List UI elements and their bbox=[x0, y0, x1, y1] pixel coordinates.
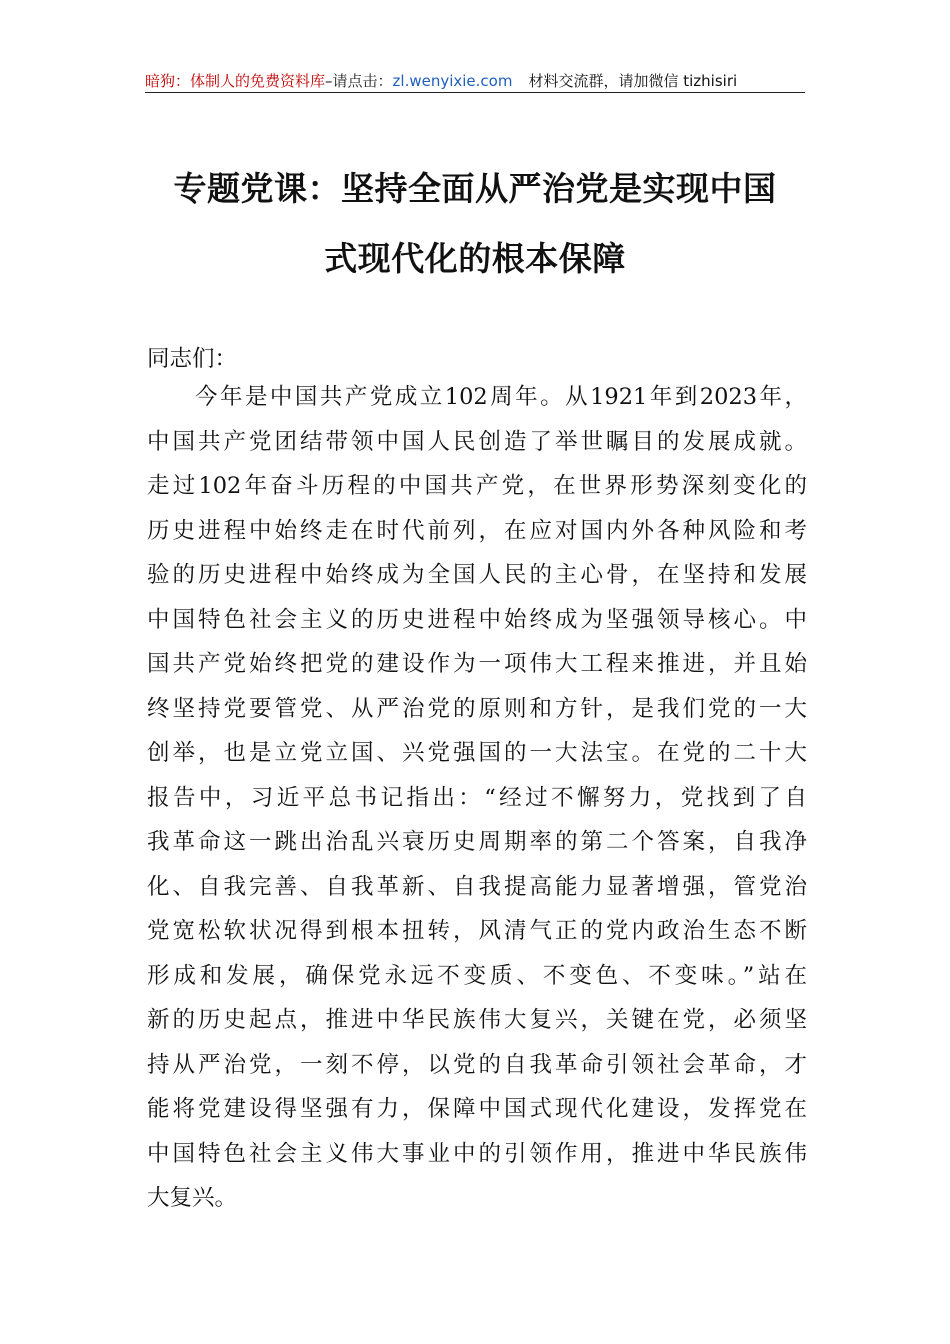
paragraph-line: 验的历史进程中始终成为全国人民的主心骨，在坚持和发展 bbox=[147, 562, 807, 588]
header-source-label: 暗狗：体制人的免费资料库 bbox=[145, 72, 326, 90]
paragraph-line: 今年是中国共产党成立102周年。从1921年到2023年， bbox=[195, 384, 807, 410]
header-click-prompt: –请点击： bbox=[325, 72, 393, 90]
document-title-line-2: 式现代化的根本保障 bbox=[324, 239, 626, 278]
header-contact-text: 材料交流群，请加微信 tizhisiri bbox=[528, 72, 738, 90]
paragraph-line: 国共产党始终把党的建设作为一项伟大工程来推进，并且始 bbox=[147, 651, 807, 677]
paragraph-line: 能将党建设得坚强有力，保障中国式现代化建设，发挥党在 bbox=[147, 1096, 807, 1122]
paragraph-line: 走过102年奋斗历程的中国共产党，在世界形势深刻变化的 bbox=[147, 473, 807, 499]
header-link[interactable]: zl.wenyixie.com bbox=[392, 72, 513, 90]
paragraph-line: 持从严治党，一刻不停，以党的自我革命引领社会革命，才 bbox=[147, 1052, 807, 1078]
paragraph-line: 我革命这一跳出治乱兴衰历史周期率的第二个答案，自我净 bbox=[147, 829, 807, 855]
paragraph-line: 报告中，习近平总书记指出：“经过不懈努力，党找到了自 bbox=[147, 785, 807, 811]
paragraph-line: 化、自我完善、自我革新、自我提高能力显著增强，管党治 bbox=[147, 874, 807, 900]
page-header bbox=[145, 70, 805, 93]
paragraph-line: 党宽松软状况得到根本扭转，风清气正的党内政治生态不断 bbox=[147, 918, 807, 944]
document-title-line-1: 专题党课：坚持全面从严治党是实现中国 bbox=[173, 169, 777, 208]
paragraph-line: 终坚持党要管党、从严治党的原则和方针，是我们党的一大 bbox=[147, 696, 807, 722]
paragraph-line: 创举，也是立党立国、兴党强国的一大法宝。在党的二十大 bbox=[147, 740, 807, 766]
paragraph-line: 中国特色社会主义伟大事业中的引领作用，推进中华民族伟 bbox=[147, 1141, 807, 1167]
paragraph-line: 大复兴。 bbox=[147, 1185, 238, 1211]
paragraph-line: 中国特色社会主义的历史进程中始终成为坚强领导核心。中 bbox=[147, 607, 807, 633]
paragraph-line: 形成和发展，确保党永远不变质、不变色、不变味。”站在 bbox=[147, 963, 807, 989]
paragraph-line: 中国共产党团结带领中国人民创造了举世瞩目的发展成就。 bbox=[147, 429, 807, 455]
salutation: 同志们： bbox=[147, 346, 238, 372]
paragraph-line: 历史进程中始终走在时代前列，在应对国内外各种风险和考 bbox=[147, 518, 807, 544]
paragraph-line: 新的历史起点，推进中华民族伟大复兴，关键在党，必须坚 bbox=[147, 1007, 807, 1033]
